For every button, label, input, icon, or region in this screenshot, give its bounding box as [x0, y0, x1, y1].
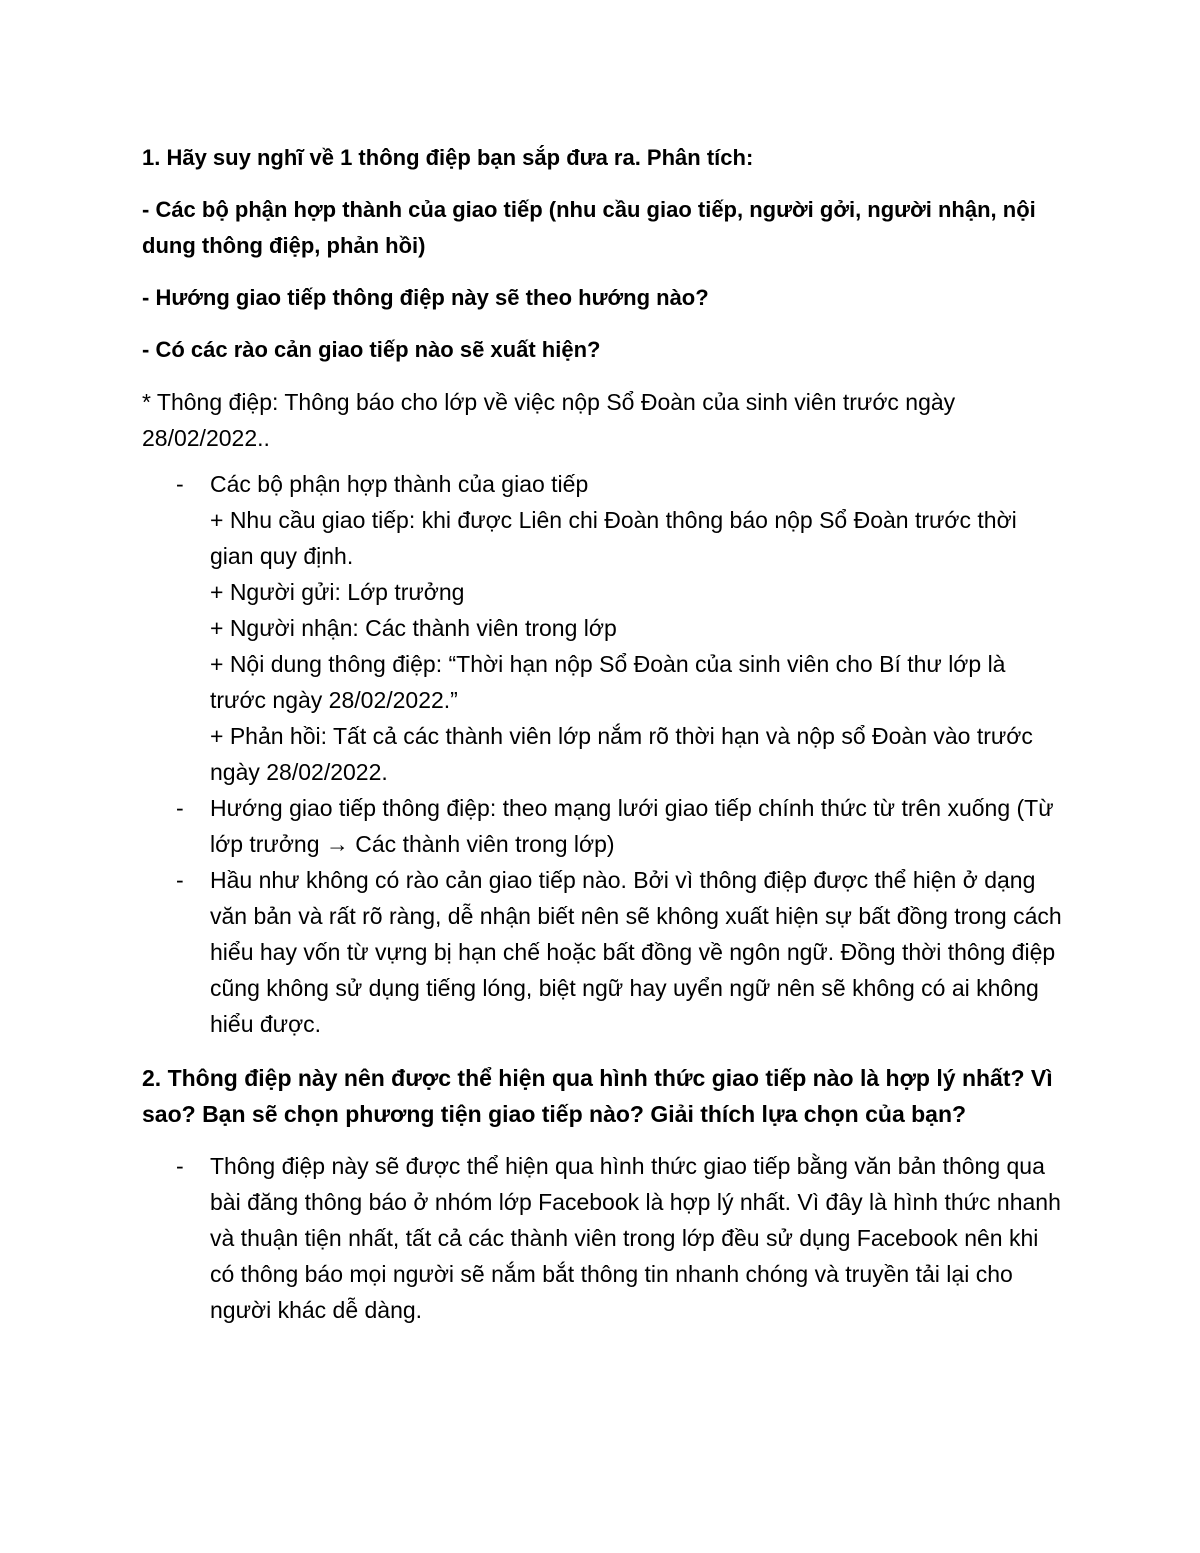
answer-text: Thông điệp này sẽ được thể hiện qua hình thức giao tiếp bằng văn bản thông qua bài đăng thông báo ở nhóm lớp Facebook là hợp lý nhất. Vì đây là hình thức nhanh và thuận tiện nhất, tất cả các thành viên trong lớp đều sử dụng Facebook nên khi có thông báo mọi người sẽ nắm bắt thông tin nhanh chóng và truyền tải lại cho người khác dễ dàng. — [210, 1153, 1061, 1323]
question-1-point-components: - Các bộ phận hợp thành của giao tiếp (nhu cầu giao tiếp, người gởi, người nhận, nội dung thông điệp, phản hồi) — [142, 197, 1036, 258]
components-title: Các bộ phận hợp thành của giao tiếp — [210, 471, 589, 497]
dash-marker: - — [176, 795, 184, 821]
component-receiver: + Người nhận: Các thành viên trong lớp — [210, 615, 617, 641]
question-1-heading: 1. Hãy suy nghĩ về 1 thông điệp bạn sắp đưa ra. Phân tích: — [142, 145, 754, 170]
component-need: + Nhu cầu giao tiếp: khi được Liên chi Đoàn thông báo nộp Sổ Đoàn trước thời gian quy định. — [210, 507, 1017, 569]
component-content: + Nội dung thông điệp: “Thời hạn nộp Sổ Đoàn của sinh viên cho Bí thư lớp là trước ngày 28/02/2022.” — [210, 651, 1006, 713]
component-sender: + Người gửi: Lớp trưởng — [210, 579, 465, 605]
question-2-heading: 2. Thông điệp này nên được thể hiện qua hình thức giao tiếp nào là hợp lý nhất? Vì sao? Bạn sẽ chọn phương tiện giao tiếp nào? Giải thích lựa chọn của bạn? — [142, 1065, 1053, 1127]
direction-text: Hướng giao tiếp thông điệp: theo mạng lưới giao tiếp chính thức từ trên xuống (Từ lớp trưởng — [210, 795, 1054, 857]
right-arrow-icon: → — [325, 831, 349, 857]
analysis-list — [142, 466, 1062, 1042]
analysis-item-components — [142, 466, 1062, 790]
component-feedback: + Phản hồi: Tất cả các thành viên lớp nắm rõ thời hạn và nộp sổ Đoàn vào trước ngày 28/02/2022. — [210, 723, 1033, 785]
dash-marker: - — [176, 867, 184, 893]
message-statement: * Thông điệp: Thông báo cho lớp về việc nộp Sổ Đoàn của sinh viên trước ngày 28/02/2022.. — [142, 389, 956, 451]
analysis-item-barriers — [142, 862, 1062, 1042]
document-body — [142, 140, 1062, 1328]
question-1-point-barriers: - Có các rào cản giao tiếp nào sẽ xuất hiện? — [142, 337, 601, 362]
answer-list — [142, 1148, 1062, 1328]
barriers-text: Hầu như không có rào cản giao tiếp nào. Bởi vì thông điệp được thể hiện ở dạng văn bản và rất rõ ràng, dễ nhận biết nên sẽ không xuất hiện sự bất đồng trong cách hiểu hay vốn từ vựng bị hạn chế hoặc bất đồng về ngôn ngữ. Đồng thời thông điệp cũng không sử dụng tiếng lóng, biệt ngữ hay uyển ngữ nên sẽ không có ai không hiểu được. — [210, 867, 1062, 1037]
dash-marker: - — [176, 1153, 184, 1179]
answer-item — [142, 1148, 1062, 1328]
question-1-point-direction: - Hướng giao tiếp thông điệp này sẽ theo hướng nào? — [142, 285, 709, 310]
direction-text-end: Các thành viên trong lớp) — [355, 831, 615, 857]
analysis-item-direction — [142, 790, 1062, 862]
dash-marker: - — [176, 471, 184, 497]
